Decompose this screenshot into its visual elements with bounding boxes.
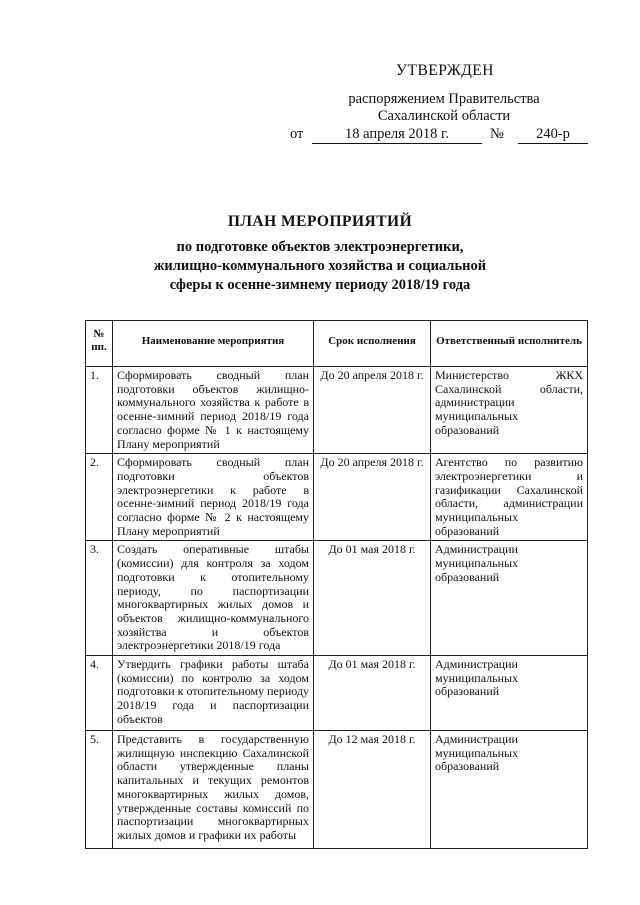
plan-table	[85, 320, 588, 849]
approval-number: 240-р	[518, 125, 588, 144]
row-name: Сформировать сводный план подготовки объектов электроэнергетики к работе в осенне-зимний период 2018/19 года согласно форме № 2 к настоящему Плану мероприятий	[113, 454, 314, 541]
row-num: 4.	[86, 656, 113, 731]
row-name: Создать оперативные штабы (комиссии) для контроля за ходом подготовки к отопительному периоду, по паспортизации многоквартирных жилых домов и объектов жилищно-коммунального хозяйства и объектов электроэнергетики 2018/19 года	[113, 541, 314, 656]
table-row	[86, 656, 588, 731]
row-num: 2.	[86, 454, 113, 541]
header-name: Наименование мероприятия	[113, 321, 314, 367]
plan-subtitle-line-3: сферы к осенне-зимнему периоду 2018/19 года	[169, 277, 471, 293]
table-row	[86, 731, 588, 849]
table-row	[86, 454, 588, 541]
approval-region-text: Сахалинской области	[377, 108, 511, 124]
row-name: Представить в государственную жилищную инспекцию Сахалинской области утвержденные планы капитальных и текущих ремонтов многоквартирных жилых домов, утвержденные составы комиссий по паспортизации многоквартирных жилых домов и графики их работы	[113, 731, 314, 849]
from-label: от	[290, 126, 304, 142]
row-executor: Министерство ЖКХ Сахалинской области, администрации муниципальных образований	[431, 367, 588, 454]
header-executor: Ответственный исполнитель	[431, 321, 588, 367]
row-term: До 01 мая 2018 г.	[314, 541, 431, 656]
plan-title: ПЛАН МЕРОПРИЯТИЙ	[227, 213, 413, 230]
number-label: №	[490, 126, 504, 142]
plan-subtitle	[0, 238, 640, 295]
row-num: 3.	[86, 541, 113, 656]
header-num: № пп.	[86, 321, 113, 367]
approval-date-line	[290, 125, 590, 145]
row-executor: Администрации муниципальных образований	[431, 731, 588, 849]
row-num: 1.	[86, 367, 113, 454]
table-row	[86, 367, 588, 454]
plan-subtitle-line-2: жилищно-коммунального хозяйства и социальной	[153, 258, 487, 274]
row-term: До 20 апреля 2018 г.	[314, 454, 431, 541]
row-executor: Администрации муниципальных образований	[431, 656, 588, 731]
row-executor: Агентство по развитию электроэнергетики и газификации Сахалинской области, администрации муниципальных образований	[431, 454, 588, 541]
row-name: Утвердить графики работы штаба (комиссии) по контролю за ходом подготовки к отопительному периоду 2018/19 года и паспортизации объектов	[113, 656, 314, 731]
plan-subtitle-line-1: по подготовке объектов электроэнергетики,	[176, 239, 464, 255]
row-executor: Администрации муниципальных образований	[431, 541, 588, 656]
row-name: Сформировать сводный план подготовки объектов жилищно-коммунального хозяйства к работе в осенне-зимний период 2018/19 года согласно форме № 1 к настоящему Плану мероприятий	[113, 367, 314, 454]
row-num: 5.	[86, 731, 113, 849]
row-term: До 12 мая 2018 г.	[314, 731, 431, 849]
approved-label: УТВЕРЖДЕН	[396, 62, 494, 79]
approval-date: 18 апреля 2018 г.	[312, 125, 482, 144]
header-term: Срок исполнения	[314, 321, 431, 367]
row-term: До 01 мая 2018 г.	[314, 656, 431, 731]
table-header-row	[86, 321, 588, 367]
table-row	[86, 541, 588, 656]
row-term: До 20 апреля 2018 г.	[314, 367, 431, 454]
approval-order-text: распоряжением Правительства	[348, 91, 540, 107]
